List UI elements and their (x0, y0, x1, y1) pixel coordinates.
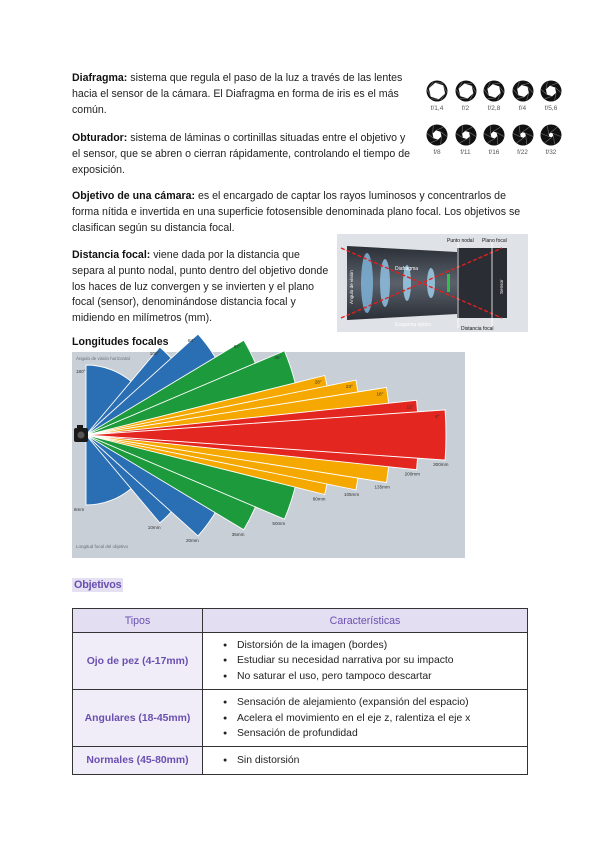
obturador-text: sistema de láminas o cortinillas situadas entre el objetivo y el sensor, que se abren o cierran rápidamente, controlando el tiempo de exposición. (72, 132, 411, 176)
aperture-label: f/4 (518, 105, 527, 112)
aperture-icon (510, 124, 536, 156)
aperture-icon (453, 124, 479, 156)
objetivo-term: Objetivo de una cámara: (72, 190, 196, 202)
fov-focal-label: 20mm (186, 537, 199, 543)
fov-bottom-label: Longitud focal del objetivo (76, 544, 129, 549)
fov-angle-label: 100° (149, 351, 160, 357)
iris-icon (426, 124, 448, 146)
objetivo-text: es el encargado de captar los rayos luminosos y concentrarlos de forma nítida e invertida en una superficie fotosensible denominada plano focal. Los objetivos se clasifican según su distancia focal. (72, 190, 521, 234)
aperture-icon (424, 124, 450, 156)
aperture-icon (481, 124, 507, 156)
fov-focal-label: 80mm (312, 496, 326, 502)
fov-focal-label: 105mm (343, 491, 360, 497)
aperture-label: f/5,6 (544, 105, 558, 112)
aperture-label: f/16 (488, 149, 500, 156)
objetivo-paragraph (72, 189, 528, 236)
aperture-label: f/8 (433, 149, 441, 156)
characteristics-list (223, 638, 521, 684)
aperture-label: f/2,8 (487, 105, 501, 112)
aperture-icon (538, 124, 564, 156)
fov-angle-label: 18° (376, 391, 384, 397)
header-tipos: Tipos (73, 609, 203, 633)
fov-focal-label: 135mm (374, 484, 390, 490)
label-angulo: Ángulo de visión (349, 270, 354, 304)
fov-angle-label: 23° (345, 384, 353, 390)
fov-angle-label: 12° (406, 404, 414, 410)
label-punto-nodal: Punto nodal (447, 238, 474, 244)
label-plano-focal: Plano focal (482, 238, 507, 244)
label-distancia-focal: Distancia focal (461, 326, 494, 332)
table-row (73, 747, 528, 775)
characteristics-list (223, 695, 521, 741)
list-item: ● Estudiar su necesidad narrativa por su impacto (223, 653, 521, 668)
aperture-label: f/22 (517, 149, 528, 156)
lens-diagram-svg (337, 234, 528, 332)
fov-wedges (86, 334, 449, 536)
aperture-icon (453, 80, 479, 112)
focal-lengths-title: Longitudes focales (72, 336, 169, 348)
characteristics-cell (203, 747, 528, 775)
fov-focal-label: 50mm (272, 521, 286, 527)
lens-types-table (72, 608, 528, 775)
fov-focal-label: 6mm (74, 507, 85, 512)
obturador-paragraph (72, 131, 416, 178)
fov-angle-label: 46° (274, 354, 282, 360)
distancia-text: viene dada por la distancia que separa al punto nodal, punto dentro del objetivo donde los haces de luz convergen y se invierten y el plano focal (sensor), denominándose distancia focal y midiendo en milímetros (mm). (72, 249, 329, 325)
aperture-row-obturador (424, 124, 564, 156)
diafragma-paragraph (72, 71, 416, 118)
aperture-icon (510, 80, 536, 112)
iris-icon (540, 80, 562, 102)
lens-diagram-figure (337, 234, 528, 332)
diafragma-term: Diafragma: (72, 72, 128, 84)
aperture-row-diafragma (424, 80, 564, 112)
lens-element (427, 268, 435, 298)
distancia-paragraph (72, 248, 330, 327)
list-item: ● Acelera el movimiento en el eje z, ralentiza el eje x (223, 711, 521, 726)
iris-icon (483, 124, 505, 146)
fov-focal-label: 35mm (231, 531, 245, 537)
list-item: ● Sin distorsión (223, 753, 521, 768)
iris-icon (455, 80, 477, 102)
label-diafragma: Diafragma (395, 266, 419, 272)
fov-angle-label: 8° (435, 413, 440, 419)
aperture-label: f/2 (461, 105, 470, 112)
characteristics-list (223, 753, 521, 768)
table-row (73, 633, 528, 690)
obturador-term: Obturador: (72, 132, 128, 144)
fov-angle-label: 28° (314, 379, 322, 385)
list-item: ● No saturar el uso, pero tampoco descartar (223, 669, 521, 684)
iris-icon (512, 80, 534, 102)
iris-icon (483, 80, 505, 102)
list-item: ● Sensación de alejamiento (expansión del espacio) (223, 695, 521, 710)
fov-focal-label: 200mm (404, 471, 420, 477)
header-caracteristicas: Características (203, 609, 528, 633)
fov-angle-label: 180° (76, 369, 86, 374)
fov-angle-label: 84° (188, 338, 195, 344)
aperture-icon (424, 80, 450, 112)
table-row (73, 690, 528, 747)
characteristics-cell (203, 690, 528, 747)
aperture-label: f/1,4 (430, 105, 444, 112)
list-item: ● Distorsión de la imagen (bordes) (223, 638, 521, 653)
table-header-row (73, 609, 528, 633)
label-sensor: Sensor (499, 279, 504, 294)
lens-element (361, 253, 373, 313)
fov-focal-label: 10mm (147, 524, 161, 530)
fov-top-label: Ángulo de visión horizontal (76, 356, 130, 361)
diafragma-text: sistema que regula el paso de la luz a través de las lentes hacia el sensor de la cámara. El Diafragma en forma de iris es el más común. (72, 72, 403, 116)
aperture-label: f/11 (460, 149, 471, 156)
iris-icon (540, 124, 562, 146)
fov-angle-label: 62° (233, 344, 241, 350)
diaphragm-mark (447, 274, 450, 292)
iris-icon (455, 124, 477, 146)
aperture-label: f/32 (545, 149, 557, 156)
distancia-term: Distancia focal: (72, 249, 151, 261)
aperture-icon (538, 80, 564, 112)
list-item: ● Sensación de profundidad (223, 726, 521, 741)
lens-type-cell: Normales (45-80mm) (73, 747, 203, 775)
aperture-icon (481, 80, 507, 112)
objetivos-heading: Objetivos (74, 579, 122, 591)
characteristics-cell (203, 633, 528, 690)
iris-icon (426, 80, 448, 102)
lens-type-cell: Angulares (18-45mm) (73, 690, 203, 747)
label-esquema: Esquema óptico (395, 322, 431, 328)
lens-type-cell: Ojo de pez (4-17mm) (73, 633, 203, 690)
fov-focal-label: 300mm (433, 462, 449, 468)
iris-icon (512, 124, 534, 146)
